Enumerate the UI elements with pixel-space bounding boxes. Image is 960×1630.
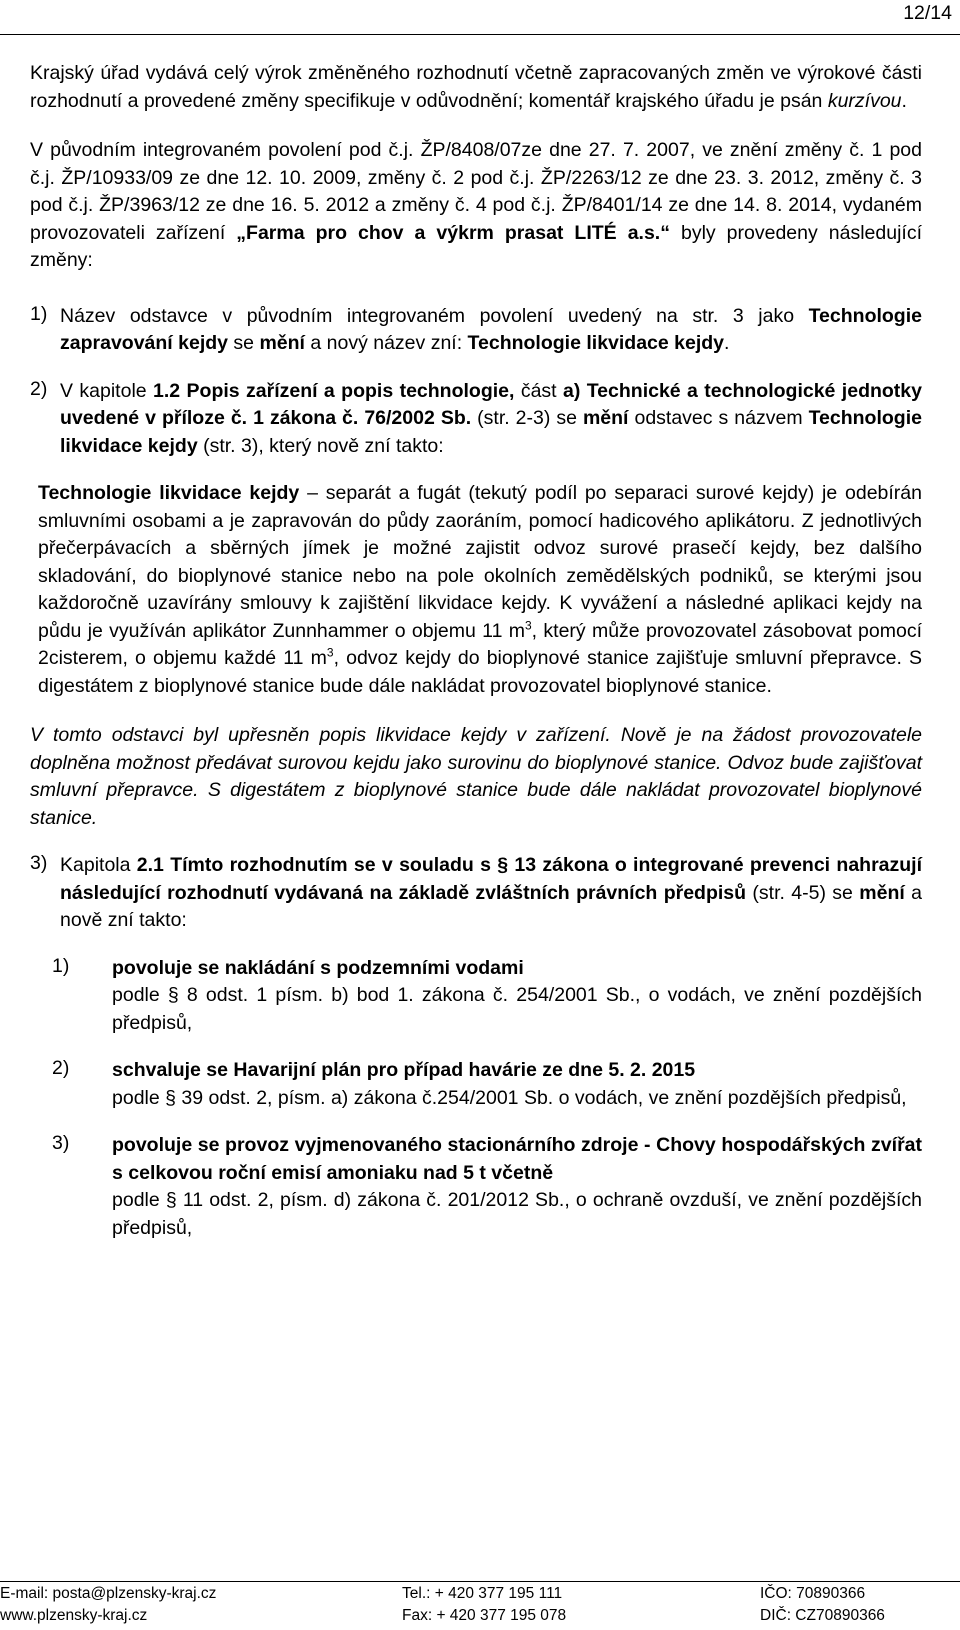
document-body — [30, 60, 922, 1242]
item-2-text-g: odstavec s názvem — [628, 407, 809, 429]
technology-text-c: , odvoz kejdy do bioplynové stanice zajišťuje smluvní přepravce. S digestátem z bioplynové stanice bude dále nakládat provozovatel bioplynové stanice. — [38, 647, 922, 697]
item-2-number: 2) — [30, 377, 48, 400]
footer — [0, 1585, 960, 1629]
intro-text: Krajský úřad vydává celý výrok změněného rozhodnutí včetně zapracovaných změn ve výrokové části rozhodnutí a provedené změny specifikuje v odůvodnění; komentář krajského úřadu je psán — [30, 62, 922, 112]
comment-paragraph — [30, 722, 922, 832]
item-3-number: 3) — [30, 852, 48, 874]
facility-name: „Farma pro chov a výkrm prasat LITÉ a.s.“ — [236, 221, 670, 244]
technology-paragraph — [30, 480, 922, 700]
subitem-2-title: schvaluje se Havarijní plán pro případ havárie ze dne 5. 2. 2015 — [112, 1059, 696, 1081]
subitem-3 — [52, 1132, 922, 1242]
page-number: 12/14 — [903, 2, 952, 24]
item-2-text-e: (str. 2-3) se — [471, 407, 583, 429]
footer-ico: IČO: 70890366 — [760, 1585, 866, 1602]
item-1-old-title: Technologie zapravování kejdy — [60, 304, 922, 354]
footer-tel: Tel.: + 420 377 195 111 — [402, 1585, 563, 1602]
item-1-text-c: se — [228, 332, 260, 354]
intro-paragraph — [30, 60, 922, 115]
item-1-text-a: Název odstavce v původním integrovaném povolení uvedený na str. 3 jako — [60, 304, 809, 327]
subitem-3-number: 3) — [52, 1132, 70, 1154]
item-3-end: a nově zní takto: — [60, 881, 922, 931]
subitem-1-number: 1) — [52, 954, 70, 977]
subitem-1 — [52, 955, 922, 1038]
technology-text-a: – separát a fugát (tekutý podíl po separaci surové kejdy) je odebírán smluvními osobami a je zapravován do půdy zaoráním, pomocí hadicového aplikátoru. Z jednotlivých přečerpávacích a sběrných jímek je možné zajistit odvoz surové prasečí kejdy, bez dalšího skladování, do bioplynové stanice nebo na pole okolních zemědělských podniků, se kterými jsou každoročně uzavírány smlouvy k zajištění likvidace kejdy. K vyvážení a následné aplikaci kejdy na půdu je využíván aplikátor Zunnhammer o objemu 11 m — [38, 482, 922, 642]
footer-rule — [0, 1581, 960, 1582]
item-3-text-c: (str. 4-5) se — [746, 881, 860, 904]
item-2-chapter: 1.2 Popis zařízení a popis technologie, — [153, 379, 515, 402]
subitem-2 — [52, 1057, 922, 1112]
subitem-2-number: 2) — [52, 1057, 70, 1079]
item-1-number: 1) — [30, 302, 48, 325]
item-1-end: . — [724, 332, 730, 354]
item-2-text-c: část — [514, 379, 563, 402]
item-2-text-a: V kapitole — [60, 379, 154, 402]
item-1-text-e: a nový název zní: — [304, 332, 468, 354]
header-rule — [0, 34, 960, 35]
subitem-1-text: podle § 8 odst. 1 písm. b) bod 1. zákona č. 254/2001 Sb., o vodách, ve znění pozdějších předpisů, — [112, 984, 922, 1034]
intro-italic: kurzívou — [827, 89, 902, 112]
subitem-2-text: podle § 39 odst. 2, písm. a) zákona č.254/2001 Sb. o vodách, ve znění pozdějších předpisů, — [112, 1086, 907, 1109]
superscript-2: 3 — [326, 645, 334, 660]
intro-end: . — [901, 89, 907, 112]
item-2-changes: mění — [582, 407, 629, 429]
item-2-end: (str. 3), který nově zní takto: — [197, 434, 444, 457]
subitem-3-title: povoluje se provoz vyjmenovaného stacionárního zdroje - Chovy hospodářských zvířat s celkovou roční emisí amoniaku nad 5 t včetně — [112, 1134, 922, 1184]
changes-end: byly provedeny následující změny: — [30, 221, 922, 271]
technology-title: Technologie likvidace kejdy — [38, 482, 300, 504]
subitem-3-text: podle § 11 odst. 2, písm. d) zákona č. 201/2012 Sb., o ochraně ovzduší, ve znění pozdějších předpisů, — [112, 1189, 922, 1239]
item-3-chapter: 2.1 Tímto rozhodnutím se v souladu s § 13 zákona o integrované prevenci nahrazují následující rozhodnutí vydávaná na základě zvláštních právních předpisů — [60, 854, 923, 904]
item-2-part: a) Technické a technologické jednotky uvedené v příloze č. 1 zákona č. 76/2002 Sb. — [60, 379, 922, 429]
footer-fax: Fax: + 420 377 195 078 — [402, 1607, 567, 1624]
item-1 — [30, 303, 922, 358]
item-1-changes: mění — [259, 332, 305, 354]
changes-paragraph — [30, 137, 922, 275]
footer-dic: DIČ: CZ70890366 — [760, 1607, 885, 1624]
footer-web[interactable]: www.plzensky-kraj.cz — [0, 1607, 148, 1624]
comment-text: V tomto odstavci byl upřesněn popis likvidace kejdy v zařízení. Nově je na žádost provozovatele doplněna možnost předávat surovou kejdu jako surovinu do bioplynové stanice. Odvoz bude zajišťovat smluvní přepravce. S digestátem z bioplynové stanice bude dále nakládat provozovatel bioplynové stanice. — [30, 724, 922, 829]
footer-email[interactable]: E-mail: posta@plzensky-kraj.cz — [0, 1585, 217, 1602]
technology-text-b: , který může provozovatel zásobovat pomocí 2cisterem, o objemu každé 11 m — [38, 619, 922, 669]
subitem-1-title: povoluje se nakládání s podzemními vodami — [112, 956, 524, 979]
changes-text: V původním integrovaném povolení pod č.j. ŽP/8408/07ze dne 27. 7. 2007, ve znění změny č. 1 pod č.j. ŽP/10933/09 ze dne 12. 10. 2009, změny č. 2 pod č.j. ŽP/2263/12 ze dne 23. 3. 2012, změny č. 3 pod č.j. ŽP/3963/12 ze dne 16. 5. 2012 a změny č. 4 pod č.j. ŽP/8401/14 ze dne 14. 8. 2014, vydaném provozovateli zařízení — [30, 139, 922, 244]
item-2 — [30, 378, 922, 461]
superscript-1: 3 — [524, 618, 532, 632]
item-2-title: Technologie likvidace kejdy — [60, 407, 922, 457]
item-3-changes: mění — [859, 881, 905, 904]
item-1-new-title: Technologie likvidace kejdy — [467, 332, 725, 354]
item-3-text-a: Kapitola — [60, 854, 137, 876]
item-3 — [30, 852, 922, 935]
